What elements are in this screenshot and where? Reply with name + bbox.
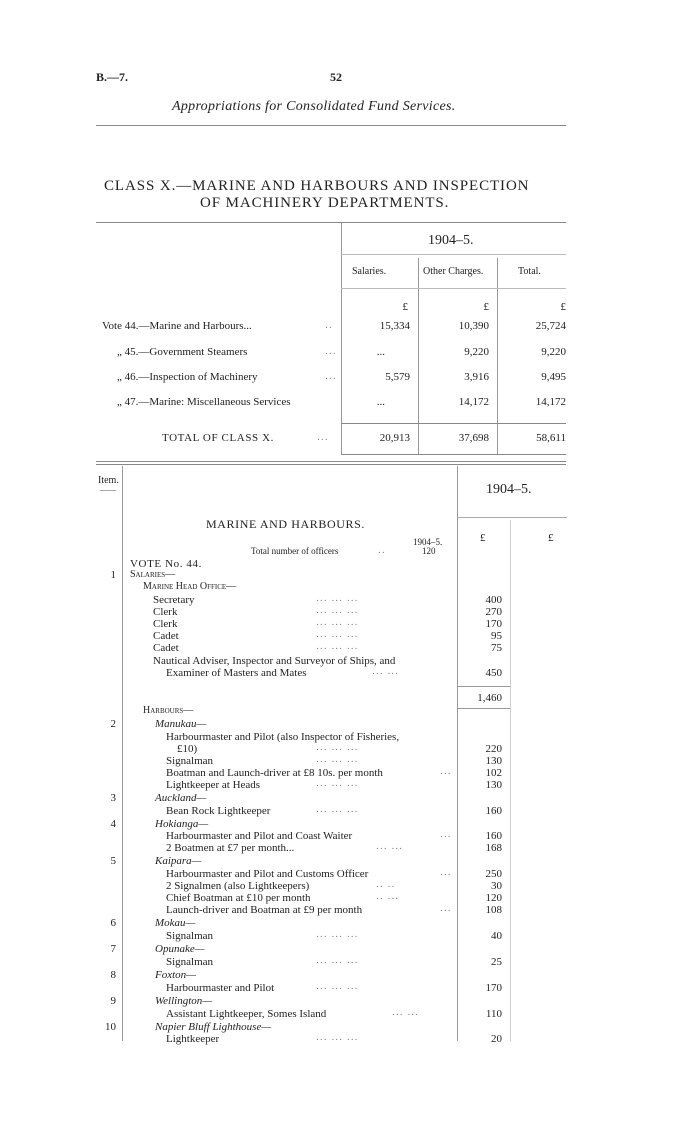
harbour-row-label: Assistant Lightkeeper, Somes Island: [166, 1008, 327, 1020]
item-number: 1: [110, 569, 116, 581]
detail-year-rule: [457, 517, 567, 518]
harbour-row-label: Signalman: [166, 956, 214, 968]
harbour-row-label: Launch-driver and Boatman at £9 per month: [166, 904, 363, 916]
leader-dots: .. ..: [376, 880, 396, 890]
currency-col1: £: [480, 532, 486, 544]
leader-dots: ... ... ...: [316, 606, 359, 616]
harbour-row-amount: 108: [485, 904, 502, 916]
officers-count: 120: [422, 546, 436, 556]
harbour-row-amount: 40: [491, 930, 502, 942]
leader-dots: ... ... ...: [316, 618, 359, 628]
document-reference: B.—7.: [96, 70, 129, 84]
harbour-row-amount: 130: [485, 755, 502, 767]
head-office-row-amount: 400: [485, 594, 502, 606]
section-title: MARINE AND HARBOURS.: [206, 517, 366, 531]
leader-dots: ... ...: [376, 842, 404, 852]
item-header: Item.: [98, 475, 119, 486]
currency-other: £: [483, 301, 489, 313]
leader-dots: ... ... ...: [316, 805, 359, 815]
summary-salaries: 15,334: [379, 320, 410, 332]
leader-dots: ...: [317, 433, 329, 443]
harbourmaster-line1: Harbourmaster and Pilot (also Inspector of Fisheries,: [166, 731, 400, 743]
subtotal-rule: [457, 686, 510, 687]
harbour-place: Hokianga—: [155, 818, 209, 830]
summary-col-rule: [341, 288, 566, 289]
salaries-heading: Salaries—: [130, 569, 176, 580]
harbour-row-label: 2 Boatmen at £7 per month...: [166, 842, 295, 854]
currency-total: £: [560, 301, 566, 313]
leader-dots: ... ... ...: [316, 755, 359, 765]
officers-year: 1904–5.: [413, 537, 443, 547]
harbour-row-amount: 160: [485, 830, 502, 842]
leader-dots: ... ... ...: [316, 743, 359, 753]
harbour-row-label: Harbourmaster and Pilot and Coast Waiter: [166, 830, 353, 842]
nautical-line1: Nautical Adviser, Inspector and Surveyor of Ships, and: [153, 655, 396, 667]
head-office-row-label: Clerk: [153, 606, 178, 618]
harbour-row-amount: 250: [485, 868, 502, 880]
leader-dots: ... ... ...: [316, 930, 359, 940]
page-number: 52: [330, 70, 342, 84]
summary-salaries: ...: [376, 346, 385, 358]
summary-bottom-rule: [341, 454, 566, 455]
summary-row-label: Vote 44.—Marine and Harbours...: [102, 320, 252, 332]
col-other-header: Other Charges.: [423, 266, 484, 277]
harbour-place: Napier Bluff Lighthouse—: [155, 1021, 272, 1033]
amount-column-rule2: [510, 520, 511, 1041]
harbour-place: Manukau—: [155, 718, 207, 730]
class-title-line1: CLASS X.—MARINE AND HARBOURS AND INSPECTION: [104, 178, 530, 194]
page-subtitle: Appropriations for Consolidated Fund Services.: [172, 99, 456, 114]
harbour-place: Foxton—: [155, 969, 196, 981]
item-number: 2: [110, 718, 116, 730]
vote-number: VOTE No. 44.: [130, 558, 202, 570]
leader-dots: ..: [378, 546, 386, 556]
harbourmaster-amount: 220: [485, 743, 502, 755]
harbour-row-amount: 20: [491, 1033, 502, 1045]
harbour-row-amount: 170: [485, 982, 502, 994]
item-number: 7: [110, 943, 116, 955]
leader-dots: .. ...: [376, 892, 400, 902]
harbour-row-amount: 160: [485, 805, 502, 817]
summary-salaries: ...: [376, 396, 385, 408]
leader-dots: ...: [440, 868, 452, 878]
harbour-place: Wellington—: [155, 995, 213, 1007]
head-office-row-label: Cadet: [153, 630, 179, 642]
head-office-row-amount: 75: [491, 642, 502, 654]
officers-label: Total number of officers: [251, 546, 339, 556]
harbour-place: Kaipara—: [155, 855, 202, 867]
summary-other: 14,172: [458, 396, 489, 408]
nautical-line2: Examiner of Masters and Mates: [166, 667, 307, 679]
harbour-row-label: Boatman and Launch-driver at £8 10s. per month: [166, 767, 383, 779]
head-office-row-label: Cadet: [153, 642, 179, 654]
detail-year: 1904–5.: [486, 482, 532, 497]
harbour-row-label: Lightkeeper at Heads: [166, 779, 261, 791]
harbour-place: Opunake—: [155, 943, 205, 955]
summary-year-rule: [341, 254, 566, 255]
header-divider: [96, 125, 566, 126]
harbour-row-amount: 30: [491, 880, 502, 892]
summary-vrule: [341, 222, 342, 454]
harbour-row-label: Harbourmaster and Pilot: [166, 982, 275, 994]
nautical-amount: 450: [485, 667, 502, 679]
harbour-row-label: Signalman: [166, 930, 214, 942]
harbourmaster-line2: £10): [177, 743, 198, 755]
class-title-line2: OF MACHINERY DEPARTMENTS.: [200, 195, 450, 211]
item-number: 10: [105, 1021, 116, 1033]
summary-total: 14,172: [535, 396, 566, 408]
summary-total: 9,220: [541, 346, 566, 358]
summary-total: 9,495: [541, 371, 566, 383]
item-number: 8: [110, 969, 116, 981]
harbour-row-amount: 25: [491, 956, 502, 968]
leader-dots: ... ... ...: [316, 642, 359, 652]
leader-dots: ... ... ...: [316, 630, 359, 640]
head-office-heading: Marine Head Office—: [143, 581, 237, 592]
summary-row-label: „ 45.—Government Steamers: [117, 346, 248, 358]
summary-other: 3,916: [464, 371, 489, 383]
summary-other: 9,220: [464, 346, 489, 358]
item-number: 3: [110, 792, 116, 804]
currency-col2: £: [548, 532, 554, 544]
detail-top-rule2: [96, 464, 566, 465]
item-number: 4: [110, 818, 116, 830]
total-other: 37,698: [458, 432, 489, 444]
summary-top-rule: [96, 222, 566, 223]
harbour-row-label: Harbourmaster and Pilot and Customs Officer: [166, 868, 369, 880]
head-office-row-label: Secretary: [153, 594, 195, 606]
leader-dots: ...: [440, 904, 452, 914]
leader-dots: ..: [325, 321, 333, 331]
harbour-row-label: Signalman: [166, 755, 214, 767]
summary-sum-rule: [341, 423, 566, 424]
detail-top-rule: [96, 461, 566, 462]
item-column-rule: [122, 466, 123, 1041]
head-office-row-amount: 270: [485, 606, 502, 618]
harbour-place: Mokau—: [155, 917, 196, 929]
leader-dots: ... ... ...: [316, 594, 359, 604]
harbour-row-label: 2 Signalmen (also Lightkeepers): [166, 880, 310, 892]
leader-dots: ... ... ...: [316, 779, 359, 789]
leader-dots: ... ...: [392, 1008, 420, 1018]
subtotal-rule2: [457, 708, 510, 709]
leader-dots: ...: [440, 830, 452, 840]
leader-dots: ... ... ...: [316, 1033, 359, 1043]
leader-dots: ...: [325, 372, 337, 382]
summary-year: 1904–5.: [428, 233, 474, 248]
harbours-heading: Harbours—: [143, 705, 194, 716]
harbour-row-amount: 120: [485, 892, 502, 904]
summary-other: 10,390: [458, 320, 489, 332]
summary-salaries: 5,579: [385, 371, 410, 383]
harbour-row-label: Chief Boatman at £10 per month: [166, 892, 311, 904]
col-salaries-header: Salaries.: [352, 266, 387, 277]
amount-column-rule: [457, 466, 458, 1041]
item-number: 9: [110, 995, 116, 1007]
harbour-row-label: Bean Rock Lightkeeper: [166, 805, 271, 817]
harbour-row-amount: 110: [485, 1008, 502, 1020]
summary-row-label: „ 46.—Inspection of Machinery: [117, 371, 258, 383]
leader-dots: ...: [325, 347, 337, 357]
col-total-header: Total.: [518, 266, 541, 277]
harbour-place: Auckland—: [155, 792, 207, 804]
leader-dots: ... ... ...: [316, 956, 359, 966]
harbour-row-amount: 102: [485, 767, 502, 779]
harbour-row-amount: 168: [485, 842, 502, 854]
summary-total: 25,724: [535, 320, 566, 332]
head-office-subtotal: 1,460: [477, 692, 502, 704]
head-office-row-amount: 170: [485, 618, 502, 630]
total-salaries: 20,913: [379, 432, 410, 444]
item-number: 6: [110, 917, 116, 929]
leader-dots: ...: [440, 767, 452, 777]
harbour-row-label: Lightkeeper: [166, 1033, 220, 1045]
leader-dots: ... ... ...: [316, 982, 359, 992]
item-number: 5: [110, 855, 116, 867]
head-office-row-label: Clerk: [153, 618, 178, 630]
currency-salaries: £: [402, 301, 408, 313]
harbour-row-amount: 130: [485, 779, 502, 791]
leader-dots: ... ...: [372, 667, 400, 677]
total-label: TOTAL OF CLASS X.: [162, 432, 274, 444]
summary-row-label: „ 47.—Marine: Miscellaneous Services: [117, 396, 291, 408]
total-total: 58,611: [536, 432, 566, 444]
head-office-row-amount: 95: [491, 630, 502, 642]
item-header-rule: [100, 490, 116, 491]
